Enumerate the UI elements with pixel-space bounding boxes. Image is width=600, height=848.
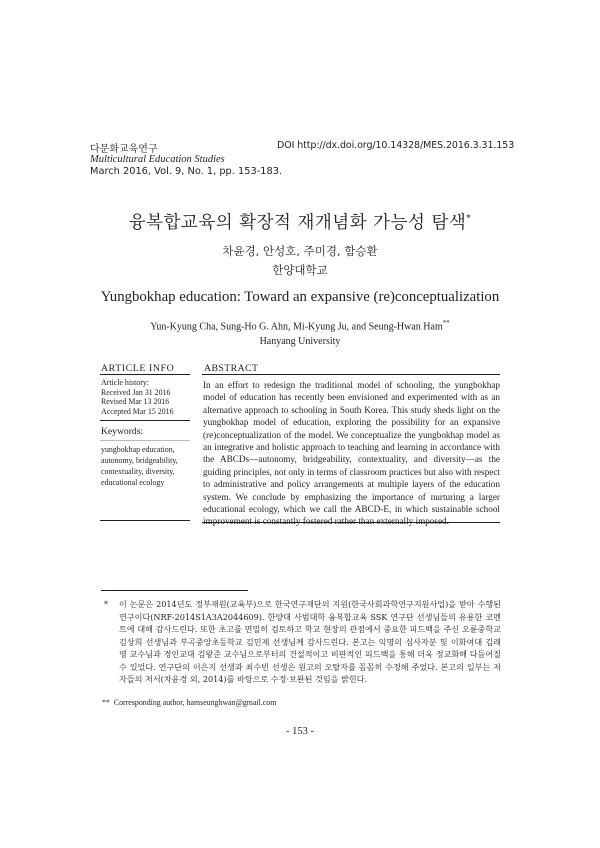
authors-english [0,319,600,332]
history-label: Article history: [101,378,149,387]
abstract-heading: ABSTRACT [204,363,259,374]
footnote-divider [101,590,248,591]
history-accepted: Accepted Mar 15 2016 [101,406,174,416]
footnote-funding [104,598,501,686]
divider [202,374,500,375]
abstract-body: In an effort to redesign the traditional model of schooling, the yungbokhap model of education has recently been envisioned and experimented with as an alternative approach to schooling in South Korea. This study sheds light on the yungbokhap model of education, exploring the possibility for an expansive (re)conceptualization of the model. We conceptualize the yungbokhap model as an integrative and holistic approach to teaching and learning in accordance with the ABCDs—autonomy, bridgeability, contextuality, and diversity—as the guiding principles, not only in terms of classroom practices but also with respect to administrative and policy arrangements at multiple layers of the education system. We conclude by emphasizing the importance of nurturing a larger educational ecology, which we call the ABCD-E, in which sustainable school improvement is constantly fostered rather than externally imposed. [203,380,500,527]
keywords-heading: Keywords: [101,426,144,437]
affiliation-korean: 한양대학교 [272,263,328,277]
affiliation-english: Hanyang University [259,336,341,347]
divider [202,522,500,523]
history-received: Received Jan 31 2016 [101,387,171,397]
journal-name-korean: 다문화교육연구 [90,144,158,155]
divider [100,420,190,421]
history-revised: Revised Mar 13 2016 [101,397,170,407]
journal-name-english: Multicultural Education Studies [90,154,225,165]
keywords-list: yungbokhap education, autonomy, bridgeability, contextuality, diversity, educational ecology [101,445,178,487]
paper-title-korean-text: 융복합교육의 확장적 재개념화 가능성 탐색 [128,213,467,233]
footnote-mark: ** [102,698,110,707]
corresponding-author-mark[interactable]: ** [442,319,450,327]
divider [100,520,190,521]
paper-title-korean [0,209,600,234]
footnote-mark: * [104,599,109,609]
article-info-heading: ARTICLE INFO [101,363,175,374]
divider [100,374,190,375]
issue-info: March 2016, Vol. 9, No. 1, pp. 153-183. [90,166,283,177]
footnote-corresponding-author [102,698,276,707]
article-history [101,378,174,416]
authors-english-text: Yun-Kyung Cha, Sung-Ho G. Ahn, Mi-Kyung Ju, and Seung-Hwan Ham [150,321,443,333]
title-footnote-mark[interactable]: * [466,214,472,225]
authors-korean: 차윤경, 안성호, 주미경, 함승환 [222,244,378,258]
doi-link[interactable]: DOI http://dx.doi.org/10.14328/MES.2016.3.31.153 [277,140,515,151]
paper-title-english: Yungbokhap education: Toward an expansive (re)conceptualization [100,289,500,305]
footnote-funding-text: 이 논문은 2014년도 정부재원(교육부)으로 한국연구재단의 지원(한국사회과학연구지원사업)을 받아 수행된 연구이다(NRF-2014S1A3A2044609). 한양대 사범대학 융복합교육 SSK 연구단 선생님들의 유용한 코멘트에 대해 감사드린다. 또한 초고를 면밀히 검토하고 학교 현장의 관점에서 중요한 피드백을 주신 오륜중학교 김상희 선생님과 부곡중앙초등학교 김민제 선생님께 감사드린다. 본고는 익명의 심사자분 및 이화여대 김래영 교수님과 경인교대 김왕준 교수님으로부터의 건설적이고 비판적인 피드백을 통해 더욱 정교화해 다듬어질 수 있었다. 연구단의 이은지 선생과 최수빈 선생은 원고의 오탈자를 꼼꼼히 수정해 주었다. 본고의 일부는 저자들의 저서(차윤경 외, 2014)를 바탕으로 수정·보완된 것임을 밝힌다. [119,599,501,684]
divider [100,440,190,441]
corresponding-author-email[interactable]: Corresponding author, hamseunghwan@gmail.com [113,698,277,707]
page-number: - 153 - [286,726,314,737]
